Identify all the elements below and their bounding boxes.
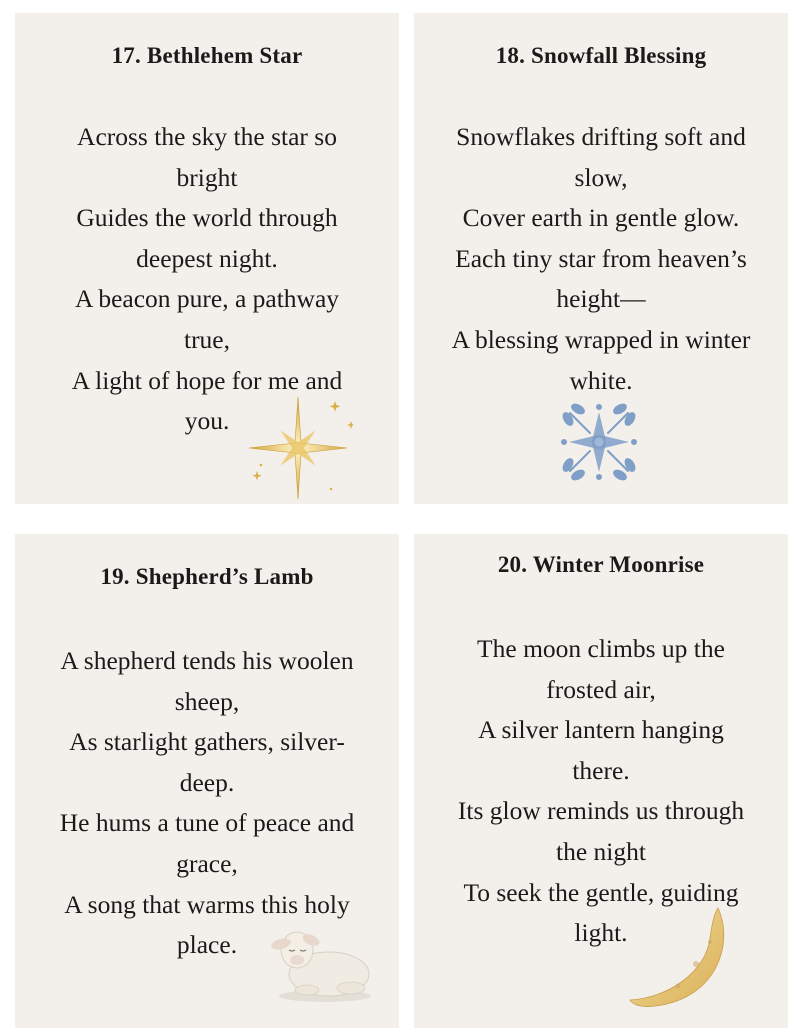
poem-card-20 [414, 534, 788, 1028]
poem-line: A beacon pure, a pathway [74, 284, 340, 314]
poem-line: Across the sky the star so [77, 122, 337, 151]
poem-line: A light of hope for me and [71, 365, 343, 395]
poem-line: place. [176, 930, 238, 960]
poem-line: you. [184, 406, 230, 436]
poem-card-17 [15, 13, 399, 504]
poem-line: A song that warms this holy [64, 889, 350, 919]
poem-line: deepest night. [136, 243, 278, 273]
poem-line: there. [572, 755, 630, 785]
poem-line: He hums a tune of peace and [59, 808, 355, 838]
poem-card-18 [414, 13, 788, 504]
poem-line: the night [556, 836, 646, 866]
poem-line: white. [569, 365, 633, 395]
poem-line: To seek the gentle, guiding [463, 877, 739, 907]
poem-line: As starlight gathers, silver- [69, 727, 345, 757]
poem-line: A shepherd tends his woolen [60, 646, 354, 675]
snowflake-icon [556, 399, 642, 485]
lamb-icon [267, 922, 375, 1004]
poem-text [434, 117, 768, 401]
poem-text [35, 641, 379, 966]
poem-line: Its glow reminds us through [457, 796, 745, 826]
card-title: 20. Winter Moonrise [497, 552, 705, 577]
poem-line: Cover earth in gentle glow. [462, 203, 740, 233]
poem-line: frosted air, [546, 674, 656, 704]
poem-line: deep. [179, 767, 235, 797]
poem-line: grace, [176, 848, 238, 878]
poem-line: light. [574, 918, 628, 948]
poem-line: bright [176, 162, 238, 192]
poem-line: A silver lantern hanging [478, 715, 724, 745]
poem-line: A blessing wrapped in winter [451, 324, 751, 354]
poem-line: Guides the world through [76, 203, 338, 233]
poem-line: Snowflakes drifting soft and [456, 122, 746, 151]
poem-line: The moon climbs up the [477, 634, 725, 663]
card-title: 17. Bethlehem Star [111, 43, 303, 68]
card-title: 19. Shepherd’s Lamb [100, 564, 314, 589]
poem-card-19 [15, 534, 399, 1028]
card-title: 18. Snowfall Blessing [495, 43, 707, 68]
poem-line: slow, [574, 162, 628, 192]
poem-line: true, [183, 324, 231, 354]
poem-line: sheep, [174, 686, 240, 716]
poem-line: height— [556, 284, 646, 314]
poem-line: Each tiny star from heaven’s [455, 243, 747, 273]
star-icon [243, 393, 353, 503]
moon-icon [626, 902, 730, 1014]
